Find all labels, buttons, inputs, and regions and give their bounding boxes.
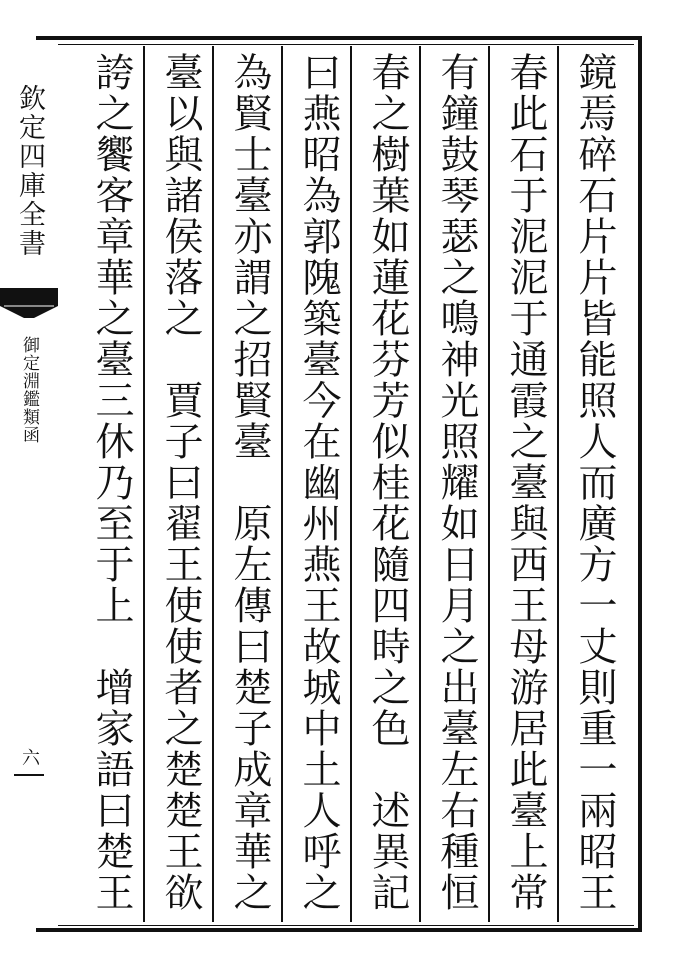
column-divider (143, 46, 145, 922)
page-number: 六 (19, 748, 40, 766)
text-column-5: 曰燕昭為郭隗築臺今在幽州燕王故城中土人呼之 (296, 52, 341, 913)
text-column-2: 春此石于泥泥于通霞之臺與西王母游居此臺上常 (503, 52, 548, 913)
collection-title: 欽定四庫全書 (14, 84, 45, 258)
book-title: 御定淵鑑類函 (19, 336, 39, 444)
text-column-6: 為賢士臺亦謂之招賢臺 原左傳曰楚子成章華之 (227, 52, 272, 913)
text-column-4: 春之樹葉如蓮花芬芳似桂花隨四時之色 述異記 (365, 52, 410, 913)
text-column-3: 有鐘鼓琴瑟之鳴神光照耀如日月之出臺左右種恒 (434, 52, 479, 913)
column-divider (350, 46, 352, 922)
column-divider (557, 46, 559, 922)
text-column-7: 臺以與諸侯落之 賈子曰翟王使使者之楚楚王欲 (158, 52, 203, 913)
column-divider (488, 46, 490, 922)
column-divider (281, 46, 283, 922)
text-column-1: 鏡焉碎石片片皆能照人而廣方一丈則重一兩昭王 (572, 52, 617, 913)
column-divider (419, 46, 421, 922)
text-column-8: 誇之饗客章華之臺三休乃至于上 增家語曰楚王 (89, 52, 134, 913)
column-divider (212, 46, 214, 922)
